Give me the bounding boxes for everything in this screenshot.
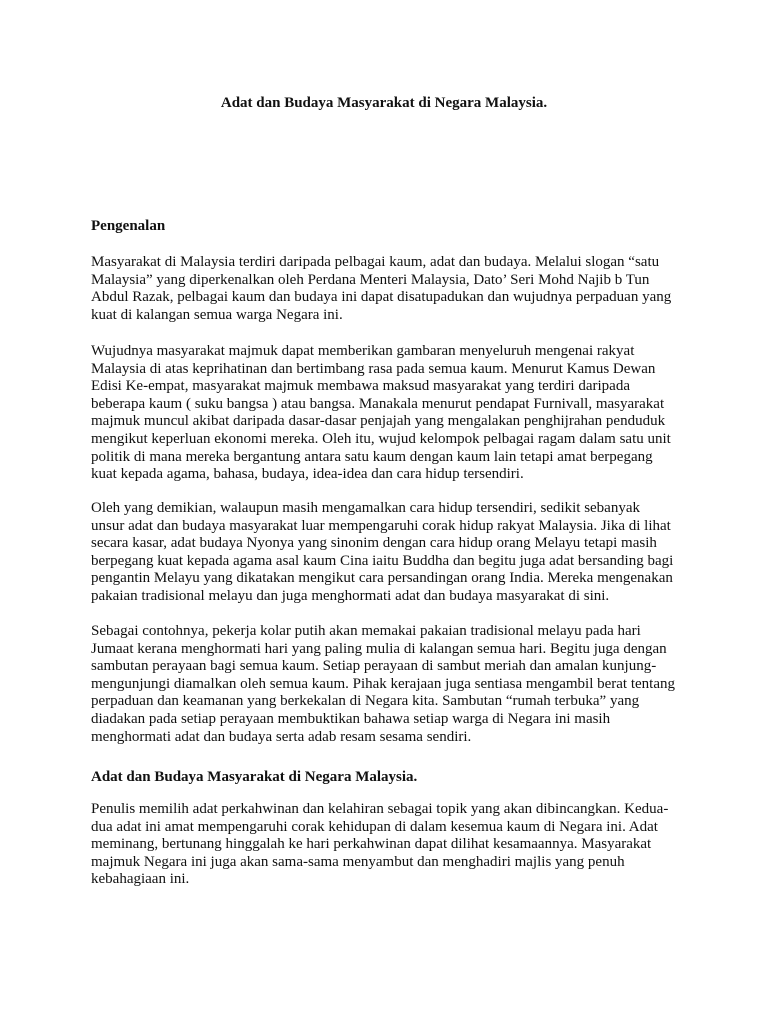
text-line: Edisi Ke-empat, masyarakat majmuk membawa maksud masyarakat yang terdiri daripada	[91, 378, 630, 395]
paragraph	[91, 500, 691, 606]
text-line: kuat di kalangan semua warga Negara ini.	[91, 306, 343, 323]
paragraph	[91, 254, 691, 324]
text-line: Masyarakat di Malaysia terdiri daripada pelbagai kaum, adat dan budaya. Melalui slogan “satu	[91, 254, 660, 270]
text-line: beberapa kaum ( suku bangsa ) atau bangsa. Manakala menurut pendapat Furnivall, masyarakat	[91, 395, 665, 412]
paragraph	[91, 343, 691, 484]
text-line: pakaian tradisional melayu dan juga menghormati adat dan budaya masyarakat di sini.	[91, 587, 610, 604]
text-line: Malaysia di atas keprihatinan dan bertimbang rasa pada semua kaum. Menurut Kamus Dewan	[91, 360, 656, 377]
text-line: diadakan pada setiap perayaan membuktikan bahawa setiap warga di Negara ini masih	[91, 710, 611, 727]
text-line: kebahagiaan ini.	[91, 871, 190, 888]
text-line: majmuk Negara ini juga akan sama-sama menyambut dan menghadiri majlis yang penuh	[91, 853, 625, 870]
text-line: majmuk muncul akibat daripada dasar-dasar penjajah yang mengalakan penghijrahan penduduk	[91, 413, 666, 430]
section-heading-pengenalan: Pengenalan	[91, 218, 166, 234]
text-line: sambutan perayaan bagi semua kaum. Setiap perayaan di sambut meriah dan amalan kunjung-	[91, 658, 657, 675]
text-line: Abdul Razak, pelbagai kaum dan budaya ini dapat disatupadukan dan wujudnya perpaduan yang	[91, 289, 672, 306]
text-line: secara kasar, adat budaya Nyonya yang sinonim dengan cara hidup orang Melayu tetapi masih	[91, 535, 657, 552]
text-line: berpegang kuat kepada agama asal kaum Cina iaitu Buddha dan begitu juga adat bersanding bagi	[91, 552, 674, 569]
paragraph	[91, 623, 691, 746]
text-line: Jumaat kerana menghormati hari yang paling mulia di kalangan semua hari. Begitu juga dengan	[91, 640, 667, 657]
text-line: Penulis memilih adat perkahwinan dan kelahiran sebagai topik yang akan dibincangkan. Kedua-	[91, 801, 669, 817]
page-title: Adat dan Budaya Masyarakat di Negara Malaysia.	[220, 95, 548, 111]
text-line: Malaysia” yang diperkenalkan oleh Perdana Menteri Malaysia, Dato’ Seri Mohd Najib b Tun	[91, 271, 650, 288]
text-line: mengunjungi diamalkan oleh semua kaum. Pihak kerajaan juga sentiasa mengambil berat tentang	[91, 675, 675, 692]
text-line: Wujudnya masyarakat majmuk dapat memberikan gambaran menyeluruh mengenai rakyat	[91, 343, 635, 359]
text-line: politik di mana mereka bergantung antara satu kaum dengan kaum lain tetapi amat berpegang	[91, 448, 653, 465]
text-line: meminang, bertunang hinggalah ke hari perkahwinan dapat dilihat kesamaannya. Masyarakat	[91, 836, 652, 853]
text-line: Sebagai contohnya, pekerja kolar putih akan memakai pakaian tradisional melayu pada hari	[91, 623, 641, 639]
text-line: menghormati adat dan budaya serta adab resam sesama sendiri.	[91, 728, 472, 745]
text-line: kuat kepada agama, bahasa, budaya, idea-idea dan cara hidup tersendiri.	[91, 466, 524, 483]
text-line: pengantin Melayu yang dikatakan mengikut cara persandingan orang India. Mereka mengenakan	[91, 570, 673, 587]
text-line: perpaduan dan keamanan yang berkekalan di Negara kita. Sambutan “rumah terbuka” yang	[91, 693, 640, 710]
section-heading-adat-dan-budaya: Adat dan Budaya Masyarakat di Negara Malaysia.	[91, 769, 418, 785]
text-line: mengikut keperluan ekonomi mereka. Oleh itu, wujud kelompok pelbagai ragam dalam satu unit	[91, 430, 671, 447]
text-line: dua adat ini amat mempengaruhi corak kehidupan di dalam kesemua kaum di Negara ini. Adat	[91, 818, 658, 835]
text-line: Oleh yang demikian, walaupun masih mengamalkan cara hidup tersendiri, sedikit sebanyak	[91, 500, 641, 516]
text-line: unsur adat dan budaya masyarakat luar mempengaruhi corak hidup rakyat Malaysia. Jika di lihat	[91, 517, 671, 534]
paragraph	[91, 801, 691, 889]
